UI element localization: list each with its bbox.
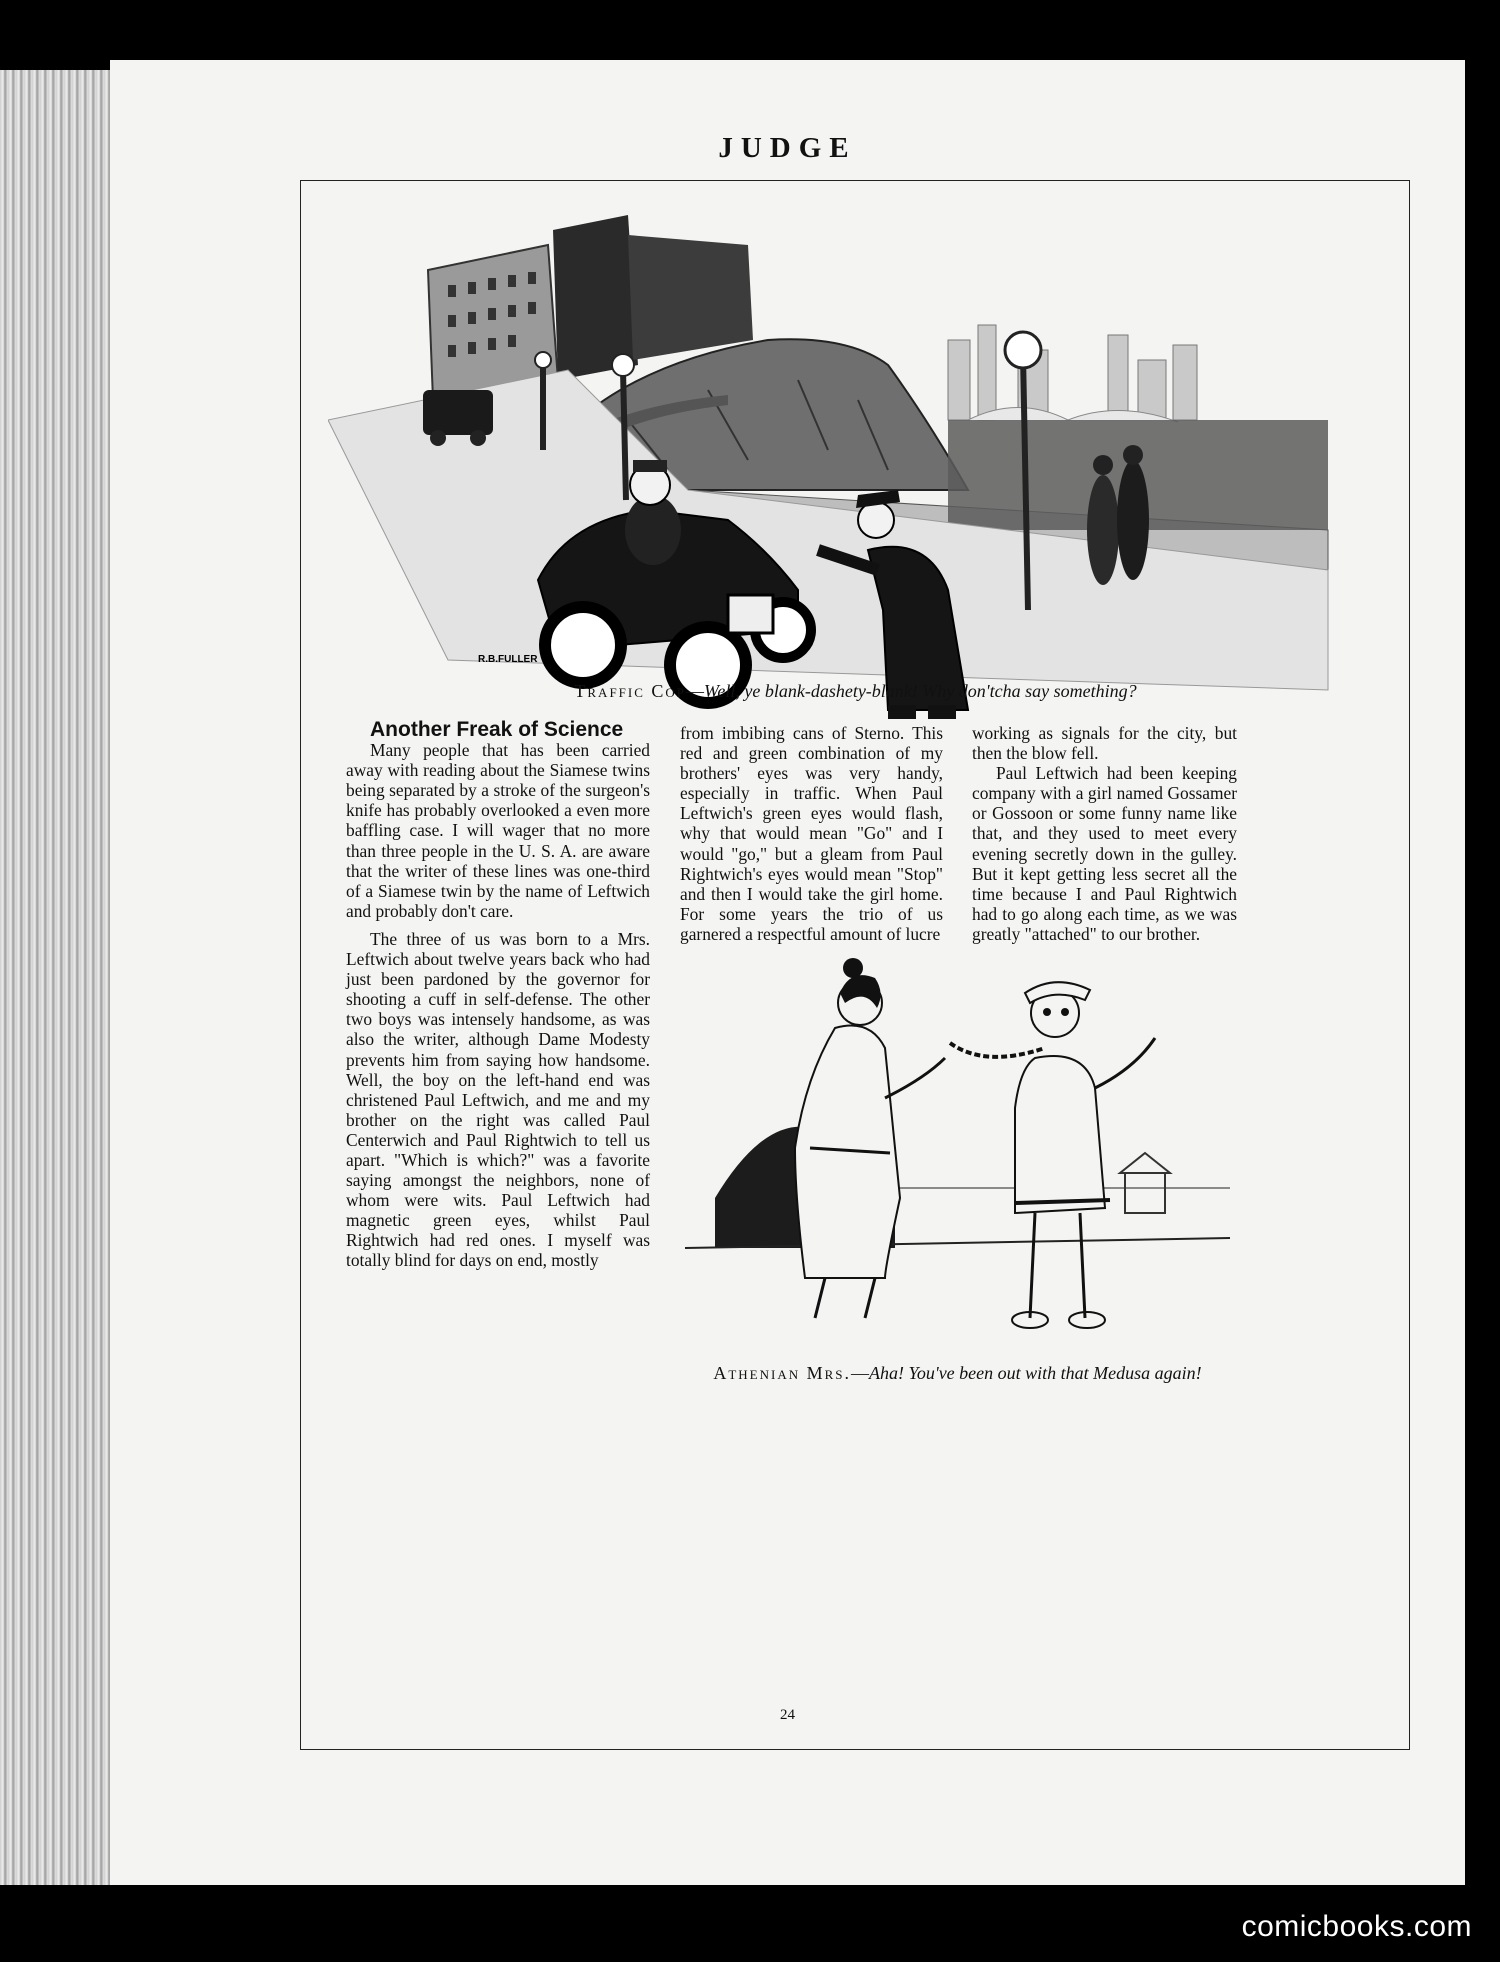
- article-paragraph: The three of us was born to a Mrs. Leftwich about twelve years back who had just been pardoned by the governor for shooting a cuff in self-defense. The other two boys was intensely handsome, as was also the writer, although Dame Modesty prevents him from saying how handsome. Well, the boy on the left-hand end was christened Paul Leftwich, and me and my brother on the right was called Paul Centerwich and Paul Rightwich to tell us apart. "Which is which?" was a favorite saying amongst the neighbors, none of whom were wits. Paul Leftwich had magnetic green eyes, whilst Paul Rightwich had red ones. I myself was totally blind for days on end, mostly: [346, 928, 650, 1271]
- cartoonist-signature: R.B.FULLER: [478, 654, 538, 665]
- article-paragraph: Many people that has been carried away with reading about the Siamese twins being separated by a stroke of the surgeon's knife has probably overlooked a even more baffling case. I will wager that no more than three people in the U. S. A. are aware that the writer of these lines was one-third of a Siamese twin by the name of Leftwich and probably don't care.: [346, 740, 650, 921]
- article-paragraph: from imbibing cans of Sterno. This red and green combination of my brothers' eyes was very handy, especially in traffic. When Paul Leftwich's green eyes would flash, why that would mean "Go" and I would "go," but a gleam from Paul Rightwich's eyes would mean "Stop" and then I would take the girl home. For some years the trio of us garnered a respectful amount of lucre: [680, 723, 943, 944]
- caption-line: Aha! You've been out with that Medusa again!: [869, 1363, 1202, 1383]
- article-paragraph: Paul Leftwich had been keeping company with a girl named Gossamer or Gossoon or some funny name like that, and they used to meet every evening secretly down in the gulley. But it kept getting less secret all the time because I and Paul Rightwich had to go along each time, as we was greatly "attached" to our brother.: [972, 763, 1237, 944]
- book-page-edges: [0, 70, 120, 1885]
- article-column-1: [346, 720, 650, 1271]
- athenian-cartoon: [685, 948, 1230, 1348]
- bottom-cartoon-caption: Athenian Mrs.—Aha! You've been out with that Medusa again!: [713, 1363, 1202, 1383]
- masthead: JUDGE: [718, 132, 857, 164]
- caption-speaker: Athenian Mrs.: [713, 1363, 851, 1383]
- caption-line: Well, ye blank-dashety-blank! Why don'tcha say something?: [704, 681, 1137, 701]
- article-paragraph: working as signals for the city, but then the blow fell.: [972, 723, 1237, 764]
- article-column-2: [680, 723, 943, 944]
- page-number: 24: [780, 1707, 795, 1723]
- athenian-illustration: [685, 948, 1230, 1348]
- article-headline: Another Freak of Science: [370, 718, 624, 741]
- magazine-page: [110, 60, 1465, 1885]
- caption-speaker: Traffic Cop: [574, 681, 687, 701]
- article-column-3: [972, 723, 1237, 944]
- top-cartoon-caption: Traffic Cop—Well, ye blank-dashety-blank! Why don'tcha say something?: [574, 681, 1137, 701]
- watermark: comicbooks.com: [1241, 1910, 1472, 1943]
